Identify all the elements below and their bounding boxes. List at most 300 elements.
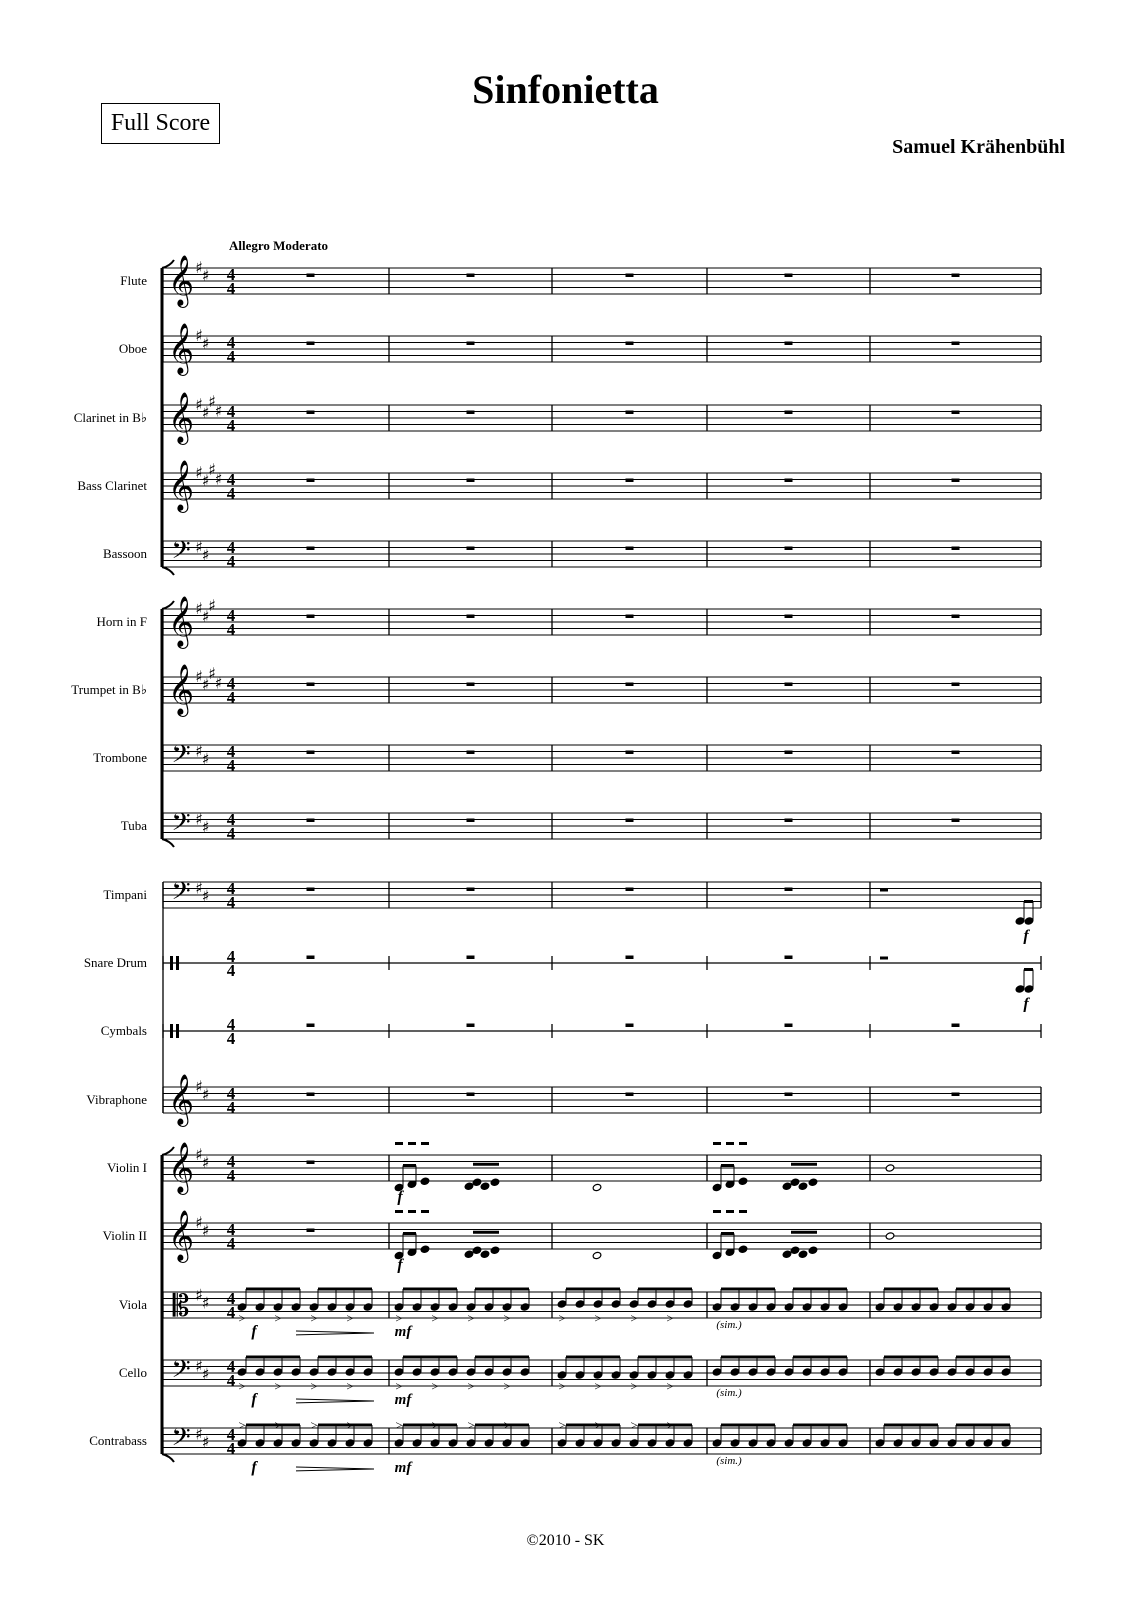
instrument-label-cymbals: Cymbals	[100, 1023, 147, 1038]
notehead	[557, 1300, 567, 1308]
staff-vibraphone	[163, 1087, 1041, 1113]
key-sharp-icon: ♯	[201, 675, 210, 695]
notehead	[893, 1368, 903, 1376]
notehead	[611, 1371, 621, 1379]
time-signature-top: 4	[226, 1289, 236, 1308]
tremolo-mark	[713, 1142, 721, 1145]
whole-rest	[626, 479, 634, 483]
whole-note	[885, 1164, 895, 1172]
notehead	[665, 1300, 675, 1308]
notehead	[911, 1303, 921, 1311]
key-sharp-icon: ♯	[201, 886, 210, 906]
staff-horn-in-f	[163, 609, 1041, 635]
key-sharp-icon: ♯	[201, 334, 210, 354]
time-signature-top: 4	[226, 1084, 236, 1103]
notehead	[291, 1439, 301, 1447]
simile-marking: (sim.)	[716, 1318, 742, 1331]
half-rest	[880, 889, 888, 892]
notehead	[893, 1303, 903, 1311]
notehead	[983, 1439, 993, 1447]
dynamic-f: f	[397, 1256, 403, 1274]
notehead	[820, 1368, 830, 1376]
simile-marking: (sim.)	[716, 1454, 742, 1467]
accent-mark: >	[503, 1310, 511, 1326]
notehead	[808, 1246, 818, 1254]
key-sharp-icon: ♯	[201, 403, 210, 423]
accent-mark: >	[503, 1417, 511, 1433]
staff-timpani	[163, 882, 1041, 908]
notehead	[480, 1182, 490, 1190]
whole-rest	[467, 274, 475, 278]
key-sharp-icon: ♯	[195, 599, 203, 618]
whole-rest	[785, 411, 793, 415]
instrument-label-clarinet-in-b: Clarinet in B♭	[73, 410, 147, 425]
whole-rest	[785, 888, 793, 892]
notehead	[327, 1368, 337, 1376]
notehead	[947, 1368, 957, 1376]
accent-mark: >	[594, 1310, 602, 1326]
whole-rest	[467, 1024, 475, 1028]
notehead	[802, 1368, 812, 1376]
time-signature-top: 4	[226, 1357, 236, 1376]
whole-rest	[952, 1024, 960, 1028]
key-sharp-icon: ♯	[195, 878, 203, 898]
whole-rest	[785, 342, 793, 346]
notehead	[838, 1368, 848, 1376]
tremolo-mark	[739, 1142, 747, 1145]
time-signature-bottom: 4	[226, 756, 236, 775]
instrument-label-tuba: Tuba	[120, 818, 147, 833]
instrument-label-cello: Cello	[118, 1365, 147, 1380]
whole-rest	[952, 479, 960, 483]
notehead	[947, 1303, 957, 1311]
time-signature-top: 4	[226, 402, 236, 421]
bass-clef-icon: 𝄢	[171, 536, 191, 571]
diminuendo-hairpin	[296, 1399, 374, 1403]
notehead	[345, 1439, 355, 1447]
notehead	[1024, 917, 1034, 925]
notehead	[875, 1368, 885, 1376]
notehead	[683, 1439, 693, 1447]
tremolo-mark	[408, 1210, 416, 1213]
accent-mark: >	[503, 1378, 511, 1394]
accent-mark: >	[594, 1378, 602, 1394]
notehead	[363, 1368, 373, 1376]
whole-rest	[626, 956, 634, 960]
notehead	[273, 1368, 283, 1376]
notehead	[1001, 1439, 1011, 1447]
notehead	[929, 1439, 939, 1447]
notehead	[363, 1439, 373, 1447]
notehead	[784, 1368, 794, 1376]
notehead	[911, 1439, 921, 1447]
whole-rest	[785, 1024, 793, 1028]
notehead	[490, 1178, 500, 1186]
tremolo-mark	[421, 1210, 429, 1213]
whole-rest	[952, 1093, 960, 1097]
accent-mark: >	[346, 1378, 354, 1394]
whole-note	[592, 1251, 602, 1259]
notehead	[327, 1303, 337, 1311]
key-sharp-icon: ♯	[195, 463, 203, 482]
instrument-label-flute: Flute	[120, 273, 147, 288]
whole-rest	[785, 751, 793, 755]
notehead	[490, 1246, 500, 1254]
notehead	[875, 1303, 885, 1311]
staff-violin-ii	[163, 1223, 1041, 1249]
notehead	[420, 1177, 430, 1185]
whole-rest	[467, 888, 475, 892]
whole-rest	[467, 547, 475, 551]
notehead	[291, 1303, 301, 1311]
notehead	[798, 1250, 808, 1258]
tremolo-mark	[739, 1210, 747, 1213]
key-sharp-icon: ♯	[195, 667, 203, 686]
whole-rest	[467, 1093, 475, 1097]
whole-rest	[626, 683, 634, 687]
notehead	[929, 1368, 939, 1376]
notehead	[965, 1368, 975, 1376]
accent-mark: >	[395, 1417, 403, 1433]
time-signature-top: 4	[226, 1425, 236, 1444]
accent-mark: >	[238, 1378, 246, 1394]
notehead	[502, 1439, 512, 1447]
time-signature-top: 4	[226, 1220, 236, 1239]
accent-mark: >	[310, 1417, 318, 1433]
whole-rest	[307, 751, 315, 755]
key-sharp-icon: ♯	[208, 663, 216, 683]
whole-rest	[307, 274, 315, 278]
key-sharp-icon: ♯	[195, 258, 203, 277]
accent-mark: >	[467, 1310, 475, 1326]
notehead	[363, 1303, 373, 1311]
notehead	[683, 1371, 693, 1379]
key-sharp-icon: ♯	[208, 459, 216, 479]
notehead	[820, 1439, 830, 1447]
time-signature-bottom: 4	[226, 1303, 236, 1322]
diminuendo-hairpin	[296, 1467, 374, 1471]
whole-rest	[307, 1161, 315, 1165]
accent-mark: >	[274, 1417, 282, 1433]
dynamic-mf: mf	[394, 1392, 412, 1409]
key-sharp-icon: ♯	[195, 537, 203, 557]
notehead	[412, 1368, 422, 1376]
notehead	[784, 1439, 794, 1447]
whole-rest	[626, 751, 634, 755]
whole-rest	[952, 751, 960, 755]
tremolo-mark	[726, 1142, 734, 1145]
instrument-label-bass-clarinet: Bass Clarinet	[77, 478, 147, 493]
key-sharp-icon: ♯	[201, 1153, 210, 1173]
accent-mark: >	[467, 1417, 475, 1433]
treble-clef-icon: 𝄞	[167, 392, 195, 443]
whole-rest	[307, 342, 315, 346]
whole-rest	[307, 1093, 315, 1097]
treble-clef-icon: 𝄞	[167, 323, 195, 374]
staff-flute	[163, 268, 1041, 294]
whole-rest	[626, 615, 634, 619]
time-signature-top: 4	[226, 470, 236, 489]
time-signature-bottom: 4	[226, 347, 236, 366]
notehead	[911, 1368, 921, 1376]
dynamic-f: f	[251, 1323, 257, 1341]
notehead	[790, 1246, 800, 1254]
tremolo-mark	[408, 1142, 416, 1145]
accent-mark: >	[346, 1310, 354, 1326]
time-signature-bottom: 4	[226, 1166, 236, 1185]
accent-mark: >	[558, 1378, 566, 1394]
treble-clef-icon: 𝄞	[167, 1210, 195, 1261]
time-signature-top: 4	[226, 1015, 236, 1034]
bass-clef-icon: 𝄢	[171, 1355, 191, 1390]
whole-rest	[307, 411, 315, 415]
whole-rest	[785, 956, 793, 960]
notehead	[738, 1245, 748, 1253]
instrument-label-violin-ii: Violin II	[102, 1228, 147, 1243]
dynamic-f: f	[251, 1391, 257, 1409]
accent-mark: >	[346, 1417, 354, 1433]
notehead	[466, 1439, 476, 1447]
key-sharp-icon: ♯	[214, 469, 223, 489]
key-sharp-icon: ♯	[214, 673, 223, 693]
notehead	[237, 1368, 247, 1376]
notehead	[484, 1303, 494, 1311]
key-sharp-icon: ♯	[201, 1293, 210, 1313]
staff-clarinet-in-b	[163, 405, 1041, 431]
instrument-label-trumpet-in-b: Trumpet in B♭	[71, 682, 147, 697]
notehead	[448, 1303, 458, 1311]
accent-mark: >	[666, 1378, 674, 1394]
key-sharp-icon: ♯	[201, 1432, 210, 1452]
notehead	[798, 1182, 808, 1190]
notehead	[611, 1439, 621, 1447]
whole-rest	[785, 819, 793, 823]
key-sharp-icon: ♯	[195, 741, 203, 761]
notehead	[575, 1300, 585, 1308]
notehead	[965, 1439, 975, 1447]
key-sharp-icon: ♯	[201, 1085, 210, 1105]
notehead	[748, 1303, 758, 1311]
bass-clef-icon: 𝄢	[171, 740, 191, 775]
notehead	[593, 1300, 603, 1308]
time-signature-bottom: 4	[226, 552, 236, 571]
accent-mark: >	[558, 1417, 566, 1433]
accent-mark: >	[274, 1378, 282, 1394]
instrument-label-vibraphone: Vibraphone	[86, 1092, 147, 1107]
diminuendo-hairpin	[296, 1331, 374, 1335]
instrument-label-snare-drum: Snare Drum	[83, 955, 147, 970]
notehead	[327, 1439, 337, 1447]
key-sharp-icon: ♯	[208, 391, 216, 411]
notehead	[412, 1303, 422, 1311]
whole-rest	[626, 888, 634, 892]
accent-mark: >	[666, 1417, 674, 1433]
notehead	[520, 1368, 530, 1376]
whole-rest	[626, 1024, 634, 1028]
tremolo-mark	[713, 1210, 721, 1213]
whole-rest	[467, 615, 475, 619]
notehead	[712, 1439, 722, 1447]
whole-rest	[467, 683, 475, 687]
whole-rest	[626, 547, 634, 551]
time-signature-top: 4	[226, 674, 236, 693]
whole-rest	[952, 683, 960, 687]
treble-clef-icon: 𝄞	[167, 460, 195, 511]
accent-mark: >	[238, 1417, 246, 1433]
time-signature-bottom: 4	[226, 824, 236, 843]
notehead	[394, 1439, 404, 1447]
whole-rest	[307, 888, 315, 892]
notehead	[472, 1178, 482, 1186]
key-sharp-icon: ♯	[195, 1285, 203, 1305]
staff-bassoon	[163, 541, 1041, 567]
notehead	[683, 1300, 693, 1308]
notehead	[448, 1368, 458, 1376]
time-signature-bottom: 4	[226, 1371, 236, 1390]
key-sharp-icon: ♯	[201, 749, 210, 769]
notehead	[790, 1178, 800, 1186]
accent-mark: >	[310, 1378, 318, 1394]
notehead	[575, 1371, 585, 1379]
notehead	[808, 1178, 818, 1186]
notehead	[748, 1368, 758, 1376]
whole-rest	[307, 819, 315, 823]
tremolo-mark	[421, 1142, 429, 1145]
notehead	[820, 1303, 830, 1311]
notehead	[782, 1250, 792, 1258]
notehead	[766, 1303, 776, 1311]
notehead	[412, 1439, 422, 1447]
notehead	[255, 1303, 265, 1311]
treble-clef-icon: 𝄞	[167, 255, 195, 306]
alto-clef-icon: 𝄡	[172, 1289, 190, 1324]
notehead	[1001, 1368, 1011, 1376]
notehead	[464, 1182, 474, 1190]
copyright-footer: ©2010 - SK	[526, 1532, 605, 1549]
notehead	[929, 1303, 939, 1311]
notehead	[466, 1368, 476, 1376]
notehead	[665, 1439, 675, 1447]
notehead	[448, 1439, 458, 1447]
whole-rest	[952, 819, 960, 823]
accent-mark: >	[467, 1378, 475, 1394]
instrument-label-bassoon: Bassoon	[102, 546, 147, 561]
accent-mark: >	[310, 1310, 318, 1326]
whole-rest	[467, 479, 475, 483]
notehead	[838, 1303, 848, 1311]
accent-mark: >	[395, 1378, 403, 1394]
accent-mark: >	[630, 1378, 638, 1394]
key-sharp-icon: ♯	[195, 326, 203, 345]
key-sharp-icon: ♯	[201, 266, 210, 286]
time-signature-bottom: 4	[226, 279, 236, 298]
notehead	[1015, 985, 1025, 993]
whole-rest	[626, 411, 634, 415]
notehead	[464, 1250, 474, 1258]
notehead	[748, 1439, 758, 1447]
notehead	[802, 1439, 812, 1447]
notehead	[557, 1439, 567, 1447]
accent-mark: >	[630, 1310, 638, 1326]
time-signature-bottom: 4	[226, 1234, 236, 1253]
notehead	[484, 1368, 494, 1376]
instrument-label-timpani: Timpani	[103, 887, 147, 902]
instrument-label-horn-in-f: Horn in F	[96, 614, 147, 629]
instrument-label-violin-i: Violin I	[106, 1160, 147, 1175]
tremolo-mark	[395, 1210, 403, 1213]
instrument-label-trombone: Trombone	[93, 750, 147, 765]
notehead	[647, 1371, 657, 1379]
accent-mark: >	[431, 1310, 439, 1326]
notehead	[480, 1250, 490, 1258]
whole-rest	[307, 615, 315, 619]
accent-mark: >	[274, 1310, 282, 1326]
accent-mark: >	[594, 1417, 602, 1433]
notehead	[647, 1439, 657, 1447]
percussion-clef-icon	[170, 956, 173, 970]
notehead	[309, 1368, 319, 1376]
key-sharp-icon: ♯	[214, 401, 223, 421]
simile-marking: (sim.)	[716, 1386, 742, 1399]
whole-rest	[307, 956, 315, 960]
notehead	[291, 1368, 301, 1376]
staff-tuba	[163, 813, 1041, 839]
notehead	[730, 1303, 740, 1311]
notehead	[629, 1439, 639, 1447]
score-title: Sinfonietta	[472, 67, 659, 112]
key-sharp-icon: ♯	[201, 1364, 210, 1384]
whole-rest	[467, 411, 475, 415]
key-sharp-icon: ♯	[195, 1356, 203, 1376]
whole-rest	[785, 479, 793, 483]
percussion-clef-icon	[170, 1024, 173, 1038]
bass-clef-icon: 𝄢	[171, 808, 191, 843]
whole-rest	[952, 547, 960, 551]
time-signature-top: 4	[226, 1152, 236, 1171]
dynamic-mf: mf	[394, 1324, 412, 1341]
whole-rest	[785, 1093, 793, 1097]
notehead	[237, 1439, 247, 1447]
full-score-label: Full Score	[101, 103, 220, 144]
whole-rest	[467, 751, 475, 755]
notehead	[345, 1368, 355, 1376]
accent-mark: >	[666, 1310, 674, 1326]
time-signature-bottom: 4	[226, 416, 236, 435]
notehead	[965, 1303, 975, 1311]
notehead	[1001, 1303, 1011, 1311]
notehead	[430, 1368, 440, 1376]
accent-mark: >	[395, 1310, 403, 1326]
notehead	[712, 1368, 722, 1376]
time-signature-bottom: 4	[226, 620, 236, 639]
notehead	[472, 1246, 482, 1254]
key-sharp-icon: ♯	[195, 809, 203, 829]
key-sharp-icon: ♯	[195, 1077, 203, 1096]
time-signature-bottom: 4	[226, 1098, 236, 1117]
notehead	[712, 1251, 722, 1259]
key-sharp-icon: ♯	[195, 1145, 203, 1164]
whole-note	[885, 1232, 895, 1240]
time-signature-top: 4	[226, 538, 236, 557]
notehead	[273, 1439, 283, 1447]
whole-rest	[785, 615, 793, 619]
staff-cymbals	[163, 1024, 1041, 1039]
notehead	[575, 1439, 585, 1447]
notehead	[593, 1439, 603, 1447]
notehead	[782, 1182, 792, 1190]
time-signature-bottom: 4	[226, 688, 236, 707]
dynamic-f: f	[1023, 995, 1029, 1013]
